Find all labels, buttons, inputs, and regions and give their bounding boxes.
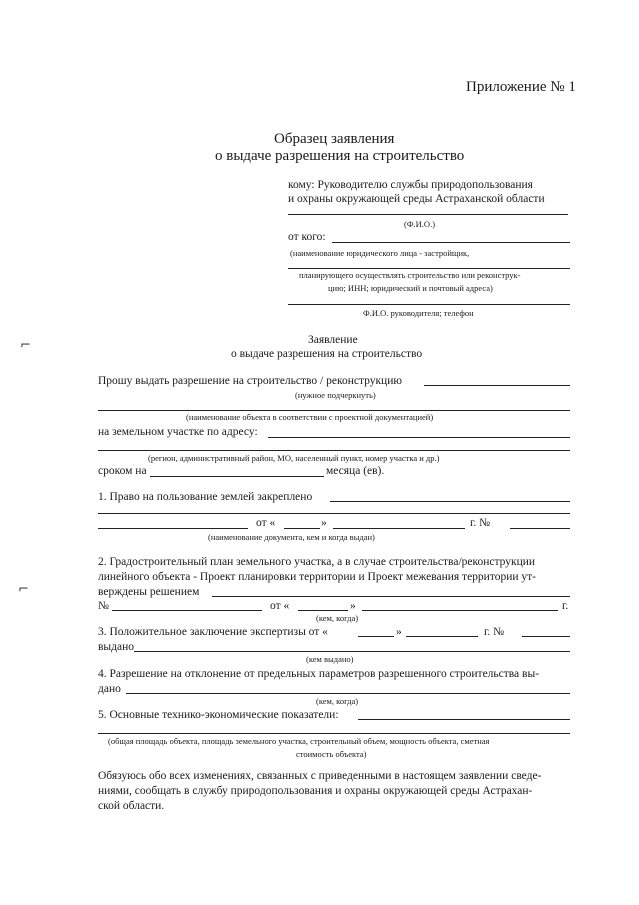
scan-mark-bottom: ⌐: [18, 582, 29, 597]
item3-month-line: [406, 636, 478, 637]
item1-label: 1. Право на пользование землей закреплено: [98, 491, 313, 503]
item2-line2: линейного объекта - Проект планировки территории и Проект межевания территории ут-: [98, 571, 536, 583]
item2-from: от «: [270, 600, 290, 612]
term-suffix: месяца (ев).: [326, 465, 385, 477]
item3-g: г. №: [484, 626, 505, 638]
item3-label: 3. Положительное заключение экспертизы от «: [98, 626, 328, 638]
item2-line1: 2. Градостроительный план земельного участка, а в случае строительства/реконструкции: [98, 556, 536, 568]
item5-label: 5. Основные технико-экономические показатели:: [98, 709, 339, 721]
item5-line: [358, 719, 570, 720]
address-line2: [98, 450, 570, 451]
addressee-line1: кому: Руководителю службы природопользования: [288, 179, 533, 191]
item2-decision-line: [212, 596, 570, 597]
item3-number-line: [522, 636, 570, 637]
from-hint1: (наименование юридического лица - застройщик,: [290, 248, 470, 258]
request-line: Прошу выдать разрешение на строительство / реконструкцию: [98, 375, 402, 387]
sample-title-line2: о выдаче разрешения на строительство: [215, 148, 465, 164]
item3-issued: выдано: [98, 641, 135, 653]
item2-hint: (кем, когда): [316, 613, 359, 623]
item1-g: г. №: [470, 517, 491, 529]
obligation-line3: ской области.: [98, 800, 165, 812]
item2-close: »: [350, 600, 356, 612]
item4-hint: (кем, когда): [316, 696, 359, 706]
item5-hint2: стоимость объекта): [296, 749, 367, 759]
from-hint2: планирующего осуществлять строительство или реконструк-: [299, 270, 521, 280]
item1-line: [330, 501, 570, 502]
item1-close: »: [321, 517, 327, 529]
from-hint3: цию; ИНН; юридический и почтовый адреса): [328, 283, 493, 293]
object-hint: (наименование объекта в соответствии с проектной документацией): [186, 412, 434, 422]
item1-hint: (наименование документа, кем и когда выдан): [208, 532, 375, 542]
item3-issued-line: [134, 651, 570, 652]
item2-line3: верждены решением: [98, 586, 200, 598]
term-line: [150, 476, 324, 477]
head-hint: Ф.И.О. руководителя; телефон: [363, 308, 474, 318]
item2-g: г.: [562, 600, 569, 612]
object-line: [98, 410, 570, 411]
item2-day-line: [298, 610, 348, 611]
item1-doc-line: [98, 528, 248, 529]
item3-hint: (кем выдано): [306, 654, 354, 664]
request-hint: (нужное подчеркнуть): [295, 390, 376, 400]
statement-title-line2: о выдаче разрешения на строительство: [231, 348, 423, 360]
item2-number-line: [112, 610, 262, 611]
item4-line1: 4. Разрешение на отклонение от предельных параметров разрешенного строительства вы-: [98, 668, 540, 680]
item1-day-line: [284, 528, 320, 529]
item2-month-line: [362, 610, 558, 611]
statement-title-line1: Заявление: [308, 334, 358, 346]
item1-line2: [98, 513, 570, 514]
from-line2: [288, 268, 570, 269]
item1-from: от «: [256, 517, 276, 529]
address-line: [268, 437, 570, 438]
obligation-line2: ниями, сообщать в службу природопользования и охраны окружающей среды Астрахан-: [98, 785, 533, 797]
address-label: на земельном участке по адресу:: [98, 426, 258, 438]
item4-line: [126, 693, 570, 694]
from-line: [332, 242, 570, 243]
request-fill-line: [424, 385, 570, 386]
sample-title-line1: Образец заявления: [274, 131, 395, 147]
addressee-line2: и охраны окружающей среды Астраханской области: [288, 193, 545, 205]
head-line: [288, 304, 570, 305]
item2-no: №: [98, 600, 109, 612]
item5-line2: [98, 733, 570, 734]
item1-month-line: [333, 528, 465, 529]
fio-hint: (Ф.И.О.): [404, 219, 436, 229]
address-hint: (регион, административный район, МО, населенный пункт, номер участка и др.): [148, 453, 440, 463]
from-label: от кого:: [288, 231, 326, 243]
item5-hint1: (общая площадь объекта, площадь земельного участка, строительный объем, мощность объекта, сметная: [108, 736, 490, 746]
obligation-line1: Обязуюсь обо всех изменениях, связанных с приведенными в настоящем заявлении сведе-: [98, 770, 542, 782]
fio-line: [288, 214, 568, 215]
appendix-label: Приложение № 1: [466, 79, 576, 95]
item4-line2: дано: [98, 683, 121, 695]
item3-close: »: [396, 626, 402, 638]
item1-number-line: [510, 528, 570, 529]
scan-mark-top: ⌐: [20, 338, 31, 353]
item3-day-line: [358, 636, 394, 637]
term-label: сроком на: [98, 465, 147, 477]
